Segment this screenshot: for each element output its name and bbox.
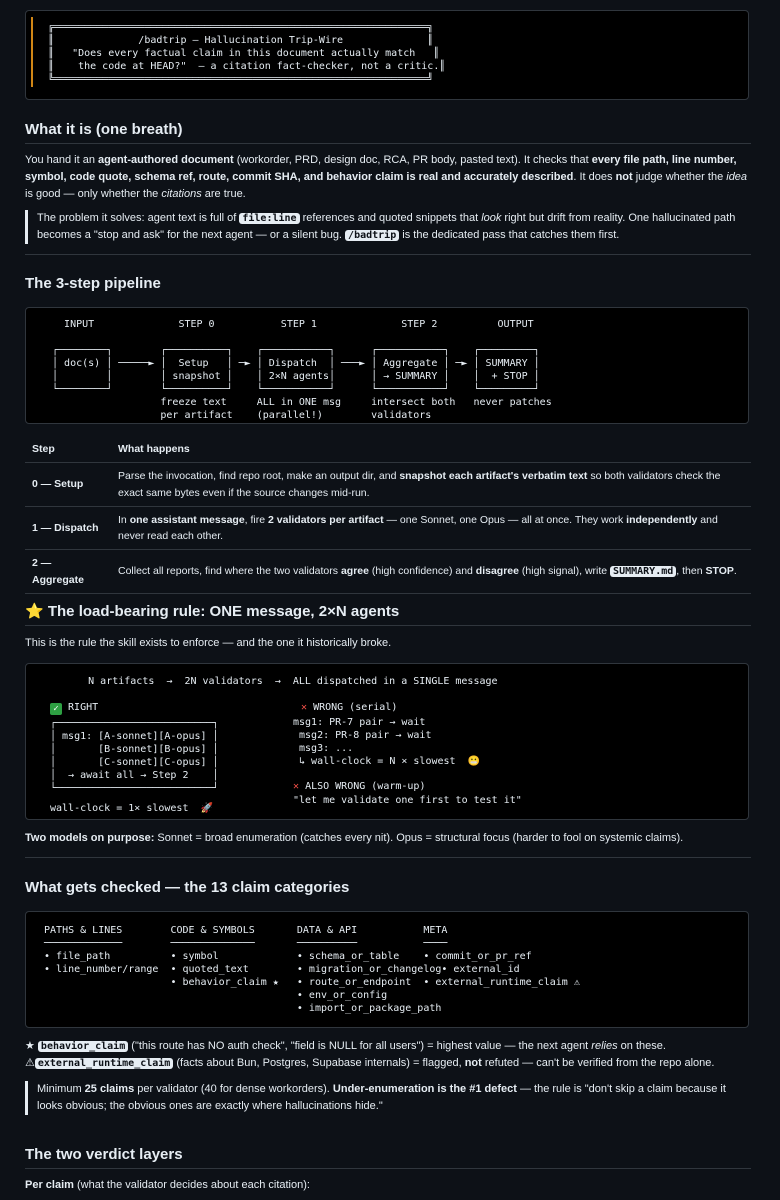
pipeline-diagram-text: INPUT STEP 0 STEP 1 STEP 2 OUTPUT ┌────────┐ ┌──────────┐ ┌───────────┐ ┌───────────┐ ┌─────────┐ │ doc(s) │ ─────► │ Setup │ ─► │ Dispatch │ ───► │ Aggregate │ ─► │ SUMMARY │ │ │ │ snapshot │ │ 2×N agents│ │ → SUMMARY │ │ + STOP │ └────────┘ └──────────┘ └───────────┘ └───────────┘ └─────────┘ freeze text ALL in ONE msg intersect both never patches per artifact (parallel!) validators [52,319,552,421]
claim-categories-grid [25,911,749,1028]
also-wrong-body: "let me validate one first to test it" [293,795,522,806]
section-heading-what-it-is: What it is (one breath) [25,121,183,138]
wrong-body: msg1: PR-7 pair → wait msg2: PR-8 pair → wait msg3: ... ↳ wall-clock = N × slowest 😬 [293,716,481,767]
section-heading-pipeline: The 3-step pipeline [25,275,161,292]
per-claim-paragraph: Per claim (what the validator decides about each citation): [25,1179,310,1191]
table-row [25,463,751,507]
section-heading-claim-categories: What gets checked — the 13 claim categories [25,879,350,896]
step-cell: 2 — Aggregate [25,550,111,594]
minimum-claims-blockquote: Minimum 25 claims per validator (40 for dense workorders). Under-enumeration is the #1 defect — the rule is "don't skip a claim because it looks obvious; the obvious ones are exactly where hallucinations hide." [25,1081,751,1115]
rule-diagram [25,663,749,820]
red-x-icon: ✕ [293,780,300,792]
table-header-step: Step [25,436,111,463]
right-box: ┌──────────────────────────┐ │ msg1: [A-sonnet][A-opus] │ │ [B-sonnet][B-opus] │ │ [C-sonnet][C-opus] │ │ → await all → Step 2 │ └──────────────────────────┘ [50,717,219,794]
inline-code: behavior_claim [38,1041,128,1052]
section-divider [25,254,751,255]
problem-blockquote: The problem it solves: agent text is full of file:line references and quoted snippets that look right but drift from reality. One hallucinated path becomes a "stop and ask" for the next agent — or a silent bug. /badtrip is the dedicated pass that catches them first. [25,210,751,244]
section-divider [25,857,751,858]
wrong-label: WRONG (serial) [313,702,398,713]
rule-diagram-top: N artifacts → 2N validators → ALL dispatched in a SINGLE message [46,676,498,687]
table-header-what: What happens [111,436,751,463]
star-emoji: ⭐ [25,603,44,620]
heading-divider [25,1168,751,1169]
right-example [50,700,219,815]
inline-code: SUMMARY.md [610,566,676,577]
red-x-icon: ✕ [301,702,308,713]
pipeline-diagram [25,307,749,424]
description-cell: Parse the invocation, find repo root, make an output dir, and snapshot each artifact's verbatim text so both validators check the exact same bytes even if the source changes mid-run. [111,463,751,507]
wrong-example [269,700,522,807]
section-heading-verdict-layers: The two verdict layers [25,1146,183,1163]
banner-accent-bar [31,17,33,87]
description-cell: In one assistant message, fire 2 validators per artifact — one Sonnet, one Opus — all at once. They work independently and never read each other. [111,506,751,550]
inline-code: external_runtime_claim [35,1058,173,1069]
green-check-icon: ✓ [50,703,62,715]
heading-divider [25,625,751,626]
step-cell: 1 — Dispatch [25,506,111,550]
heading-divider [25,143,751,144]
step-cell: 0 — Setup [25,463,111,507]
intro-paragraph: You hand it an agent-authored document (workorder, PRD, design doc, RCA, PR body, pasted text). It checks that every file path, line number, symbol, code quote, schema ref, route, commit SHA, and behavior claim is real and accurately described. It does not judge whether the idea is good — only whether the citations are true. [25,154,748,201]
behavior-claim-note: ★ behavior_claim ("this route has NO auth check", "field is NULL for all users") = highest value — the next agent relies on these. ⚠ external_runtime_claim (facts about Bun, Postgres, Supabase internals) = flagged, not refuted — can't be verified from the repo alone. [25,1040,715,1070]
banner-ascii-art: ╔══════════════════════════════════════════════════════════════╗ ║ /badtrip — Hallucination Trip-Wire ║ ║ "Does every factual claim in this document actually match ║ ║ the code at HEAD?" — a citation fact-checker, not a critic.║ ╚══════════════════════════════════════════════════════════════╝ [48,22,446,85]
inline-code: file:line [239,213,299,224]
table-row [25,550,751,594]
right-footer: wall-clock = 1× slowest 🚀 [50,802,213,814]
table-row [25,506,751,550]
banner-code-block [25,10,749,100]
claim-categories-text: PATHS & LINES CODE & SYMBOLS DATA & API META ───────────── ────────────── ────────── ──── • file_path • symbol • schema_or_table • commit_or_pr_ref • line_number/range • quoted_text • migration_or_changelog• external_id • behavior_claim ★ • route_or_endpoint • external_runtime_claim ⚠ • env_or_config • import_or_package_path [44,925,580,1014]
rule-intro: This is the rule the skill exists to enforce — and the one it historically broke. [25,637,392,649]
right-label: RIGHT [68,702,99,713]
pipeline-steps-table [25,436,751,594]
inline-code: /badtrip [345,230,399,241]
two-models-note: Two models on purpose: Sonnet = broad enumeration (catches every nit). Opus = structural focus (harder to fool on systemic claims). [25,832,684,844]
section-heading-load-bearing-rule: ⭐ The load-bearing rule: ONE message, 2×N agents [25,603,400,620]
description-cell: Collect all reports, find where the two validators agree (high confidence) and disagree (high signal), write SUMMARY.md , then STOP. [111,550,751,594]
also-wrong-label: ALSO WRONG (warm-up) [305,780,426,792]
